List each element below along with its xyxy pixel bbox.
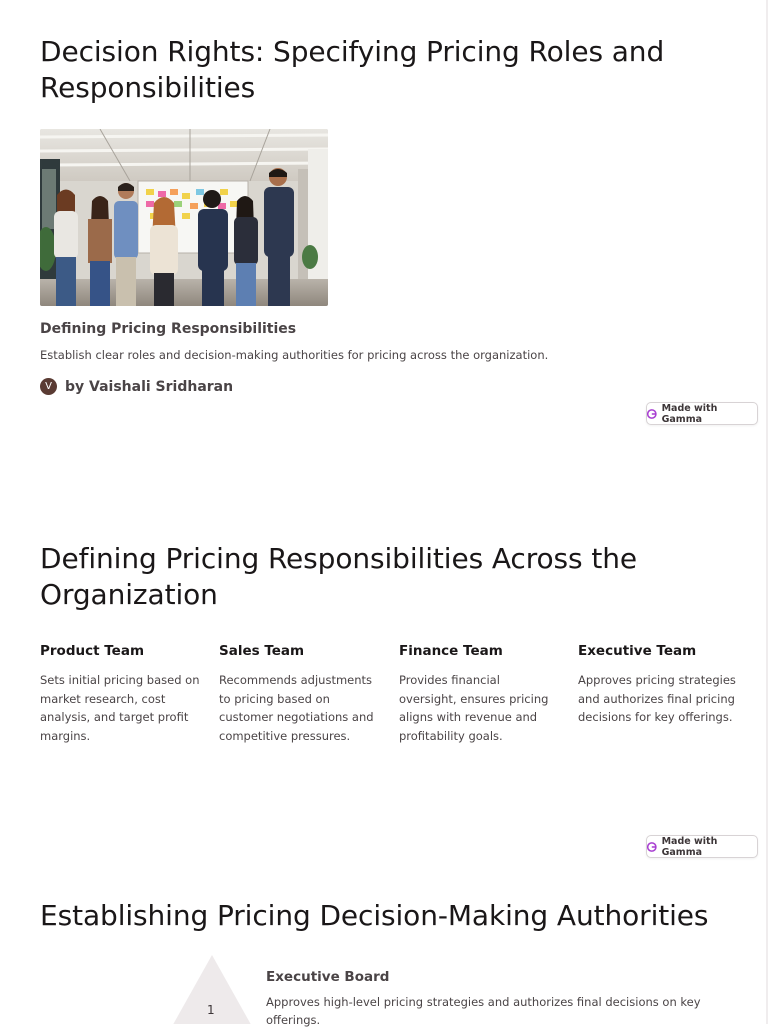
gamma-logo-icon bbox=[647, 842, 657, 852]
team-card-sales bbox=[219, 643, 379, 745]
slide2-title: Defining Pricing Responsibilities Across the Organization bbox=[40, 542, 637, 611]
badge-label: Made with Gamma bbox=[661, 835, 718, 858]
team-description: Approves pricing strategies and authorizes final pricing decisions for key offerings. bbox=[578, 673, 736, 724]
level-description: Approves high-level pricing strategies and authorizes final decisions on key offerings. bbox=[266, 995, 701, 1027]
team-description: Recommends adjustments to pricing based on customer negotiations and competitive pressures. bbox=[219, 673, 374, 743]
team-title: Product Team bbox=[40, 643, 145, 659]
team-card-executive bbox=[578, 643, 738, 727]
author-byline bbox=[40, 378, 233, 395]
slide1-subheading: Defining Pricing Responsibilities bbox=[40, 321, 297, 337]
slide1-description: Establish clear roles and decision-making authorities for pricing across the organization. bbox=[40, 348, 549, 362]
team-description: Sets initial pricing based on market research, cost analysis, and target profit margins. bbox=[40, 673, 200, 743]
level-title: Executive Board bbox=[266, 969, 390, 985]
team-card-product bbox=[40, 643, 200, 745]
team-title: Sales Team bbox=[219, 643, 305, 659]
team-title: Executive Team bbox=[578, 643, 697, 659]
team-card-finance bbox=[399, 643, 559, 745]
level-number: 1 bbox=[207, 1003, 215, 1017]
made-with-gamma-button[interactable] bbox=[646, 402, 758, 425]
slide1-title: Decision Rights: Specifying Pricing Roles and Responsibilities bbox=[40, 35, 665, 104]
team-title: Finance Team bbox=[399, 643, 503, 659]
team-description: Provides financial oversight, ensures pricing aligns with revenue and profitability goals. bbox=[399, 673, 549, 743]
avatar: V bbox=[40, 378, 57, 395]
gamma-logo-icon bbox=[647, 409, 657, 419]
team-meeting-illustration bbox=[40, 129, 328, 306]
slide3-title: Establishing Pricing Decision-Making Authorities bbox=[40, 899, 709, 932]
made-with-gamma-button-2[interactable] bbox=[646, 835, 758, 858]
team-meeting-photo bbox=[40, 129, 328, 306]
badge-label: Made with Gamma bbox=[661, 402, 718, 425]
author-name: by Vaishali Sridharan bbox=[65, 378, 234, 395]
